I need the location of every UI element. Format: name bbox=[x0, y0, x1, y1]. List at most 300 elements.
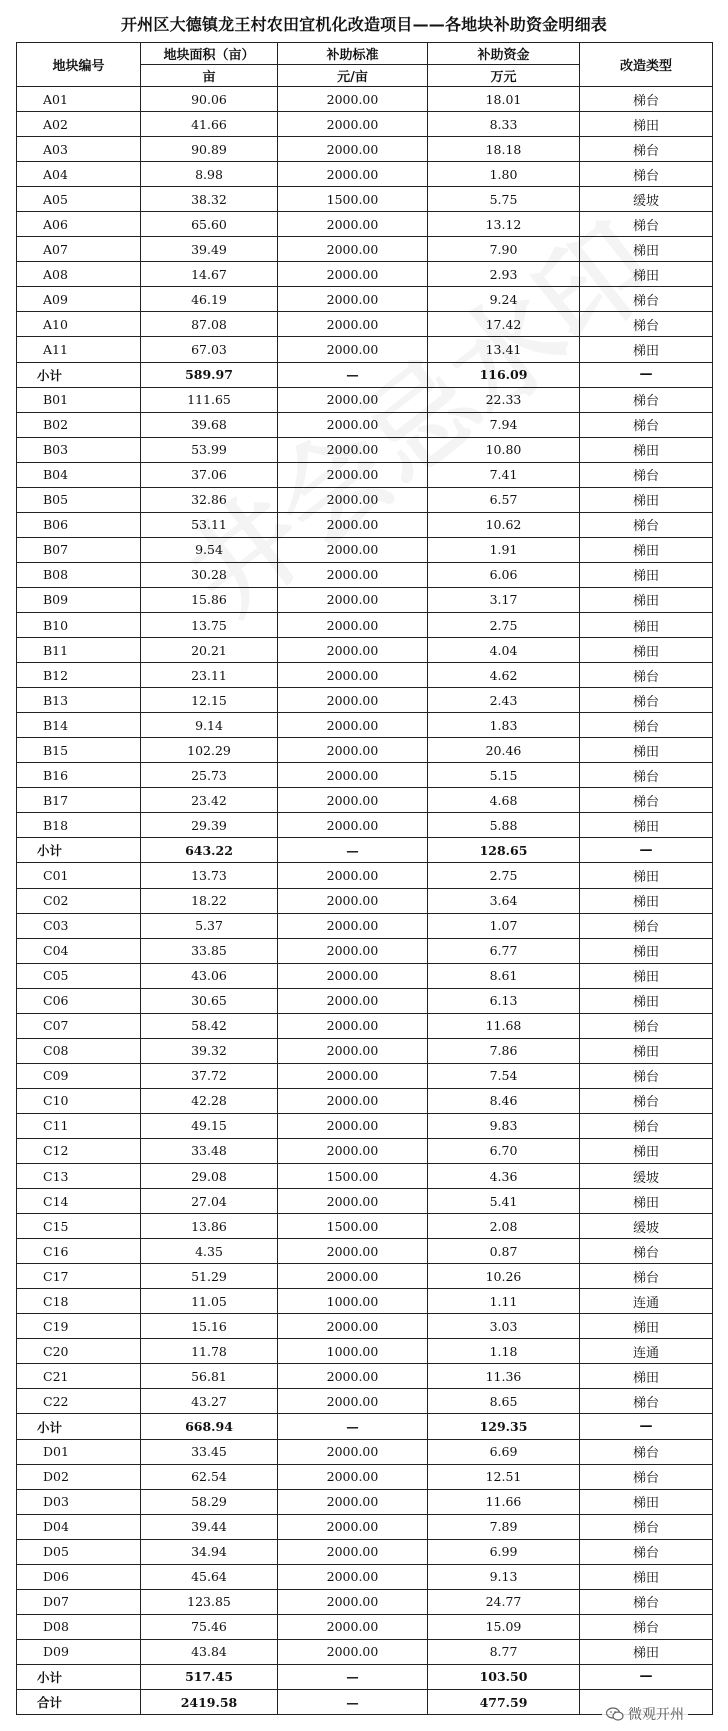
area-cell: 56.81 bbox=[141, 1364, 278, 1389]
table-row bbox=[17, 1214, 713, 1239]
funds-cell: 9.13 bbox=[428, 1564, 580, 1589]
area-cell: 33.48 bbox=[141, 1138, 278, 1163]
plot-id-cell: D03 bbox=[17, 1489, 141, 1514]
area-cell: 4.35 bbox=[141, 1239, 278, 1264]
area-cell: 2419.58 bbox=[141, 1690, 278, 1715]
type-cell: 梯台 bbox=[580, 512, 713, 537]
table-row bbox=[17, 162, 713, 187]
plot-id-cell: C16 bbox=[17, 1239, 141, 1264]
type-cell: 梯台 bbox=[580, 913, 713, 938]
area-cell: 75.46 bbox=[141, 1614, 278, 1639]
type-cell: 梯田 bbox=[580, 237, 713, 262]
table-row bbox=[17, 963, 713, 988]
table-row bbox=[17, 863, 713, 888]
funds-cell: 5.15 bbox=[428, 763, 580, 788]
area-cell: 5.37 bbox=[141, 913, 278, 938]
area-cell: 18.22 bbox=[141, 888, 278, 913]
area-cell: 38.32 bbox=[141, 187, 278, 212]
funds-cell: 9.24 bbox=[428, 287, 580, 312]
table-row bbox=[17, 312, 713, 337]
type-cell: 梯田 bbox=[580, 1489, 713, 1514]
standard-cell: 2000.00 bbox=[278, 888, 428, 913]
type-cell: 梯台 bbox=[580, 1389, 713, 1414]
table-row bbox=[17, 487, 713, 512]
header-area-unit: 亩 bbox=[141, 65, 278, 87]
plot-id-cell: C06 bbox=[17, 988, 141, 1013]
table-body bbox=[17, 87, 713, 1715]
funds-cell: 11.68 bbox=[428, 1013, 580, 1038]
standard-cell: 2000.00 bbox=[278, 237, 428, 262]
standard-cell: — bbox=[278, 1664, 428, 1689]
header-standard-unit: 元/亩 bbox=[278, 65, 428, 87]
standard-cell: 2000.00 bbox=[278, 1539, 428, 1564]
standard-cell: 2000.00 bbox=[278, 1038, 428, 1063]
header-row bbox=[17, 43, 713, 65]
table-row bbox=[17, 512, 713, 537]
table-row bbox=[17, 112, 713, 137]
funds-cell: 1.11 bbox=[428, 1289, 580, 1314]
table-row bbox=[17, 587, 713, 612]
funds-cell: 1.80 bbox=[428, 162, 580, 187]
area-cell: 13.73 bbox=[141, 863, 278, 888]
area-cell: 39.49 bbox=[141, 237, 278, 262]
table-row bbox=[17, 562, 713, 587]
type-cell: 梯田 bbox=[580, 262, 713, 287]
plot-id-cell: D01 bbox=[17, 1439, 141, 1464]
table-row bbox=[17, 87, 713, 112]
standard-cell: — bbox=[278, 1690, 428, 1715]
funds-cell: 9.83 bbox=[428, 1113, 580, 1138]
standard-cell: 2000.00 bbox=[278, 713, 428, 738]
table-row bbox=[17, 1339, 713, 1364]
table-row bbox=[17, 638, 713, 663]
funds-cell: 24.77 bbox=[428, 1589, 580, 1614]
plot-id-cell: A03 bbox=[17, 137, 141, 162]
plot-id-cell: B11 bbox=[17, 638, 141, 663]
area-cell: 45.64 bbox=[141, 1564, 278, 1589]
table-row bbox=[17, 337, 713, 362]
type-cell: 梯田 bbox=[580, 738, 713, 763]
table-row bbox=[17, 612, 713, 637]
area-cell: 517.45 bbox=[141, 1664, 278, 1689]
standard-cell: 2000.00 bbox=[278, 212, 428, 237]
table-row bbox=[17, 1439, 713, 1464]
subsidy-table bbox=[16, 42, 713, 1715]
table-row bbox=[17, 713, 713, 738]
type-cell: 梯台 bbox=[580, 287, 713, 312]
plot-id-cell: C17 bbox=[17, 1264, 141, 1289]
area-cell: 30.65 bbox=[141, 988, 278, 1013]
funds-cell: 7.41 bbox=[428, 462, 580, 487]
type-cell: 梯台 bbox=[580, 1614, 713, 1639]
funds-cell: 6.57 bbox=[428, 487, 580, 512]
table-row bbox=[17, 1539, 713, 1564]
funds-cell: 4.36 bbox=[428, 1164, 580, 1189]
subtotal-row bbox=[17, 1414, 713, 1439]
header-funds: 补助资金 bbox=[428, 43, 580, 65]
area-cell: 23.42 bbox=[141, 788, 278, 813]
standard-cell: 2000.00 bbox=[278, 412, 428, 437]
area-cell: 33.85 bbox=[141, 938, 278, 963]
area-cell: 589.97 bbox=[141, 362, 278, 387]
header-funds-unit: 万元 bbox=[428, 65, 580, 87]
type-cell: 梯台 bbox=[580, 1239, 713, 1264]
area-cell: 8.98 bbox=[141, 162, 278, 187]
funds-cell: 2.08 bbox=[428, 1214, 580, 1239]
standard-cell: 2000.00 bbox=[278, 788, 428, 813]
funds-cell: 6.70 bbox=[428, 1138, 580, 1163]
type-cell: 梯田 bbox=[580, 988, 713, 1013]
type-cell: 梯台 bbox=[580, 462, 713, 487]
plot-id-cell: B05 bbox=[17, 487, 141, 512]
table-row bbox=[17, 1289, 713, 1314]
type-cell: 梯台 bbox=[580, 312, 713, 337]
plot-id-cell: C18 bbox=[17, 1289, 141, 1314]
plot-id-cell: 合计 bbox=[17, 1690, 141, 1715]
plot-id-cell: D09 bbox=[17, 1639, 141, 1664]
area-cell: 13.75 bbox=[141, 612, 278, 637]
table-row bbox=[17, 1489, 713, 1514]
standard-cell: 2000.00 bbox=[278, 1514, 428, 1539]
area-cell: 41.66 bbox=[141, 112, 278, 137]
plot-id-cell: A02 bbox=[17, 112, 141, 137]
standard-cell: 2000.00 bbox=[278, 1239, 428, 1264]
area-cell: 39.32 bbox=[141, 1038, 278, 1063]
table-row bbox=[17, 688, 713, 713]
table-row bbox=[17, 1614, 713, 1639]
area-cell: 34.94 bbox=[141, 1539, 278, 1564]
standard-cell: 2000.00 bbox=[278, 537, 428, 562]
type-cell: 梯田 bbox=[580, 437, 713, 462]
funds-cell: 8.61 bbox=[428, 963, 580, 988]
plot-id-cell: A06 bbox=[17, 212, 141, 237]
plot-id-cell: B02 bbox=[17, 412, 141, 437]
table-row bbox=[17, 1264, 713, 1289]
table-row bbox=[17, 1063, 713, 1088]
type-cell: 梯田 bbox=[580, 1364, 713, 1389]
plot-id-cell: D02 bbox=[17, 1464, 141, 1489]
standard-cell: 2000.00 bbox=[278, 312, 428, 337]
table-row bbox=[17, 1464, 713, 1489]
type-cell: 梯台 bbox=[580, 1264, 713, 1289]
funds-cell: 477.59 bbox=[428, 1690, 580, 1715]
area-cell: 111.65 bbox=[141, 387, 278, 412]
area-cell: 87.08 bbox=[141, 312, 278, 337]
wechat-icon bbox=[606, 1707, 624, 1721]
type-cell: 梯台 bbox=[580, 788, 713, 813]
standard-cell: 2000.00 bbox=[278, 688, 428, 713]
type-cell: 梯田 bbox=[580, 1639, 713, 1664]
funds-cell: 7.94 bbox=[428, 412, 580, 437]
type-cell: 梯田 bbox=[580, 863, 713, 888]
standard-cell: 2000.00 bbox=[278, 487, 428, 512]
plot-id-cell: 小计 bbox=[17, 362, 141, 387]
plot-id-cell: D08 bbox=[17, 1614, 141, 1639]
type-cell: 梯田 bbox=[580, 888, 713, 913]
area-cell: 668.94 bbox=[141, 1414, 278, 1439]
funds-cell: 10.62 bbox=[428, 512, 580, 537]
standard-cell: 2000.00 bbox=[278, 262, 428, 287]
area-cell: 27.04 bbox=[141, 1189, 278, 1214]
area-cell: 9.14 bbox=[141, 713, 278, 738]
type-cell: 连通 bbox=[580, 1289, 713, 1314]
plot-id-cell: C15 bbox=[17, 1214, 141, 1239]
area-cell: 32.86 bbox=[141, 487, 278, 512]
area-cell: 102.29 bbox=[141, 738, 278, 763]
standard-cell: 2000.00 bbox=[278, 1639, 428, 1664]
type-cell: 梯田 bbox=[580, 537, 713, 562]
standard-cell: 2000.00 bbox=[278, 112, 428, 137]
header-standard: 补助标准 bbox=[278, 43, 428, 65]
type-cell: 梯田 bbox=[580, 638, 713, 663]
plot-id-cell: C12 bbox=[17, 1138, 141, 1163]
funds-cell: 8.46 bbox=[428, 1088, 580, 1113]
funds-cell: 4.62 bbox=[428, 663, 580, 688]
funds-cell: 3.03 bbox=[428, 1314, 580, 1339]
standard-cell: 2000.00 bbox=[278, 562, 428, 587]
area-cell: 53.99 bbox=[141, 437, 278, 462]
type-cell: 梯台 bbox=[580, 212, 713, 237]
standard-cell: 2000.00 bbox=[278, 1564, 428, 1589]
plot-id-cell: C07 bbox=[17, 1013, 141, 1038]
subtotal-row bbox=[17, 362, 713, 387]
funds-cell: 1.83 bbox=[428, 713, 580, 738]
funds-cell: 11.66 bbox=[428, 1489, 580, 1514]
standard-cell: 2000.00 bbox=[278, 1614, 428, 1639]
table-row bbox=[17, 663, 713, 688]
area-cell: 20.21 bbox=[141, 638, 278, 663]
funds-cell: 6.13 bbox=[428, 988, 580, 1013]
area-cell: 15.16 bbox=[141, 1314, 278, 1339]
standard-cell: 2000.00 bbox=[278, 1364, 428, 1389]
funds-cell: 6.69 bbox=[428, 1439, 580, 1464]
subtotal-row bbox=[17, 1664, 713, 1689]
standard-cell: 2000.00 bbox=[278, 1063, 428, 1088]
type-cell: 梯台 bbox=[580, 1063, 713, 1088]
table-row bbox=[17, 462, 713, 487]
plot-id-cell: B13 bbox=[17, 688, 141, 713]
area-cell: 15.86 bbox=[141, 587, 278, 612]
area-cell: 12.15 bbox=[141, 688, 278, 713]
brand-badge bbox=[602, 1703, 688, 1725]
funds-cell: 103.50 bbox=[428, 1664, 580, 1689]
funds-cell: 3.64 bbox=[428, 888, 580, 913]
type-cell: 梯田 bbox=[580, 938, 713, 963]
type-cell: 梯田 bbox=[580, 337, 713, 362]
subtotal-row bbox=[17, 838, 713, 863]
plot-id-cell: C08 bbox=[17, 1038, 141, 1063]
type-cell: — bbox=[580, 1414, 713, 1439]
standard-cell: 2000.00 bbox=[278, 863, 428, 888]
area-cell: 43.27 bbox=[141, 1389, 278, 1414]
type-cell: 梯台 bbox=[580, 713, 713, 738]
type-cell: — bbox=[580, 838, 713, 863]
area-cell: 39.44 bbox=[141, 1514, 278, 1539]
area-cell: 643.22 bbox=[141, 838, 278, 863]
plot-id-cell: C13 bbox=[17, 1164, 141, 1189]
type-cell: 梯田 bbox=[580, 112, 713, 137]
plot-id-cell: D04 bbox=[17, 1514, 141, 1539]
header-plot-id: 地块编号 bbox=[17, 43, 141, 87]
standard-cell: 1500.00 bbox=[278, 1214, 428, 1239]
funds-cell: 13.41 bbox=[428, 337, 580, 362]
area-cell: 39.68 bbox=[141, 412, 278, 437]
funds-cell: 10.26 bbox=[428, 1264, 580, 1289]
funds-cell: 17.42 bbox=[428, 312, 580, 337]
standard-cell: 2000.00 bbox=[278, 1113, 428, 1138]
area-cell: 67.03 bbox=[141, 337, 278, 362]
funds-cell: 13.12 bbox=[428, 212, 580, 237]
type-cell: 缓坡 bbox=[580, 1164, 713, 1189]
type-cell: 梯台 bbox=[580, 162, 713, 187]
plot-id-cell: B09 bbox=[17, 587, 141, 612]
plot-id-cell: C05 bbox=[17, 963, 141, 988]
plot-id-cell: C21 bbox=[17, 1364, 141, 1389]
plot-id-cell: B15 bbox=[17, 738, 141, 763]
standard-cell: 2000.00 bbox=[278, 938, 428, 963]
type-cell: 梯田 bbox=[580, 813, 713, 838]
area-cell: 43.06 bbox=[141, 963, 278, 988]
table-row bbox=[17, 1113, 713, 1138]
type-cell: 梯台 bbox=[580, 1514, 713, 1539]
plot-id-cell: A08 bbox=[17, 262, 141, 287]
plot-id-cell: B17 bbox=[17, 788, 141, 813]
plot-id-cell: B10 bbox=[17, 612, 141, 637]
plot-id-cell: B04 bbox=[17, 462, 141, 487]
standard-cell: — bbox=[278, 1414, 428, 1439]
area-cell: 9.54 bbox=[141, 537, 278, 562]
type-cell: 缓坡 bbox=[580, 1214, 713, 1239]
table-row bbox=[17, 988, 713, 1013]
table-row bbox=[17, 1389, 713, 1414]
funds-cell: 10.80 bbox=[428, 437, 580, 462]
funds-cell: 15.09 bbox=[428, 1614, 580, 1639]
standard-cell: 2000.00 bbox=[278, 1439, 428, 1464]
standard-cell: 2000.00 bbox=[278, 1314, 428, 1339]
plot-id-cell: C09 bbox=[17, 1063, 141, 1088]
type-cell: 梯台 bbox=[580, 663, 713, 688]
funds-cell: 7.54 bbox=[428, 1063, 580, 1088]
area-cell: 90.06 bbox=[141, 87, 278, 112]
type-cell: 梯田 bbox=[580, 1564, 713, 1589]
plot-id-cell: C01 bbox=[17, 863, 141, 888]
plot-id-cell: C10 bbox=[17, 1088, 141, 1113]
funds-cell: 1.91 bbox=[428, 537, 580, 562]
standard-cell: 2000.00 bbox=[278, 1189, 428, 1214]
plot-id-cell: C04 bbox=[17, 938, 141, 963]
type-cell: 梯台 bbox=[580, 1113, 713, 1138]
type-cell: 梯田 bbox=[580, 587, 713, 612]
plot-id-cell: D06 bbox=[17, 1564, 141, 1589]
table-row bbox=[17, 1088, 713, 1113]
plot-id-cell: B18 bbox=[17, 813, 141, 838]
funds-cell: 4.68 bbox=[428, 788, 580, 813]
plot-id-cell: C22 bbox=[17, 1389, 141, 1414]
type-cell: — bbox=[580, 362, 713, 387]
table-row bbox=[17, 1239, 713, 1264]
standard-cell: 2000.00 bbox=[278, 287, 428, 312]
funds-cell: 8.33 bbox=[428, 112, 580, 137]
area-cell: 49.15 bbox=[141, 1113, 278, 1138]
plot-id-cell: 小计 bbox=[17, 838, 141, 863]
plot-id-cell: A05 bbox=[17, 187, 141, 212]
header-type: 改造类型 bbox=[580, 43, 713, 87]
funds-cell: 129.35 bbox=[428, 1414, 580, 1439]
standard-cell: 1500.00 bbox=[278, 1164, 428, 1189]
area-cell: 14.67 bbox=[141, 262, 278, 287]
area-cell: 11.78 bbox=[141, 1339, 278, 1364]
area-cell: 25.73 bbox=[141, 763, 278, 788]
standard-cell: 2000.00 bbox=[278, 963, 428, 988]
table-row bbox=[17, 212, 713, 237]
plot-id-cell: B06 bbox=[17, 512, 141, 537]
table-row bbox=[17, 287, 713, 312]
area-cell: 123.85 bbox=[141, 1589, 278, 1614]
standard-cell: 2000.00 bbox=[278, 512, 428, 537]
standard-cell: 2000.00 bbox=[278, 1013, 428, 1038]
standard-cell: 2000.00 bbox=[278, 137, 428, 162]
funds-cell: 11.36 bbox=[428, 1364, 580, 1389]
plot-id-cell: C20 bbox=[17, 1339, 141, 1364]
table-row bbox=[17, 1189, 713, 1214]
funds-cell: 4.04 bbox=[428, 638, 580, 663]
area-cell: 33.45 bbox=[141, 1439, 278, 1464]
funds-cell: 3.17 bbox=[428, 587, 580, 612]
standard-cell: 2000.00 bbox=[278, 813, 428, 838]
plot-id-cell: A11 bbox=[17, 337, 141, 362]
plot-id-cell: B01 bbox=[17, 387, 141, 412]
standard-cell: 2000.00 bbox=[278, 612, 428, 637]
type-cell: 梯台 bbox=[580, 137, 713, 162]
plot-id-cell: C19 bbox=[17, 1314, 141, 1339]
plot-id-cell: A04 bbox=[17, 162, 141, 187]
funds-cell: 8.77 bbox=[428, 1639, 580, 1664]
table-row bbox=[17, 1314, 713, 1339]
plot-id-cell: D07 bbox=[17, 1589, 141, 1614]
type-cell: 梯台 bbox=[580, 1013, 713, 1038]
standard-cell: 2000.00 bbox=[278, 638, 428, 663]
funds-cell: 7.90 bbox=[428, 237, 580, 262]
standard-cell: 2000.00 bbox=[278, 1464, 428, 1489]
standard-cell: 2000.00 bbox=[278, 1138, 428, 1163]
funds-cell: 7.86 bbox=[428, 1038, 580, 1063]
type-cell: — bbox=[580, 1664, 713, 1689]
funds-cell: 20.46 bbox=[428, 738, 580, 763]
plot-id-cell: A07 bbox=[17, 237, 141, 262]
plot-id-cell: B08 bbox=[17, 562, 141, 587]
area-cell: 23.11 bbox=[141, 663, 278, 688]
table-row bbox=[17, 1514, 713, 1539]
plot-id-cell: 小计 bbox=[17, 1664, 141, 1689]
area-cell: 37.06 bbox=[141, 462, 278, 487]
table-row bbox=[17, 938, 713, 963]
table-row bbox=[17, 813, 713, 838]
funds-cell: 2.75 bbox=[428, 863, 580, 888]
type-cell: 梯台 bbox=[580, 87, 713, 112]
area-cell: 51.29 bbox=[141, 1264, 278, 1289]
type-cell: 梯田 bbox=[580, 963, 713, 988]
plot-id-cell: 小计 bbox=[17, 1414, 141, 1439]
area-cell: 37.72 bbox=[141, 1063, 278, 1088]
area-cell: 30.28 bbox=[141, 562, 278, 587]
funds-cell: 0.87 bbox=[428, 1239, 580, 1264]
area-cell: 11.05 bbox=[141, 1289, 278, 1314]
area-cell: 62.54 bbox=[141, 1464, 278, 1489]
table-row bbox=[17, 888, 713, 913]
type-cell: 梯田 bbox=[580, 562, 713, 587]
funds-cell: 2.93 bbox=[428, 262, 580, 287]
area-cell: 42.28 bbox=[141, 1088, 278, 1113]
